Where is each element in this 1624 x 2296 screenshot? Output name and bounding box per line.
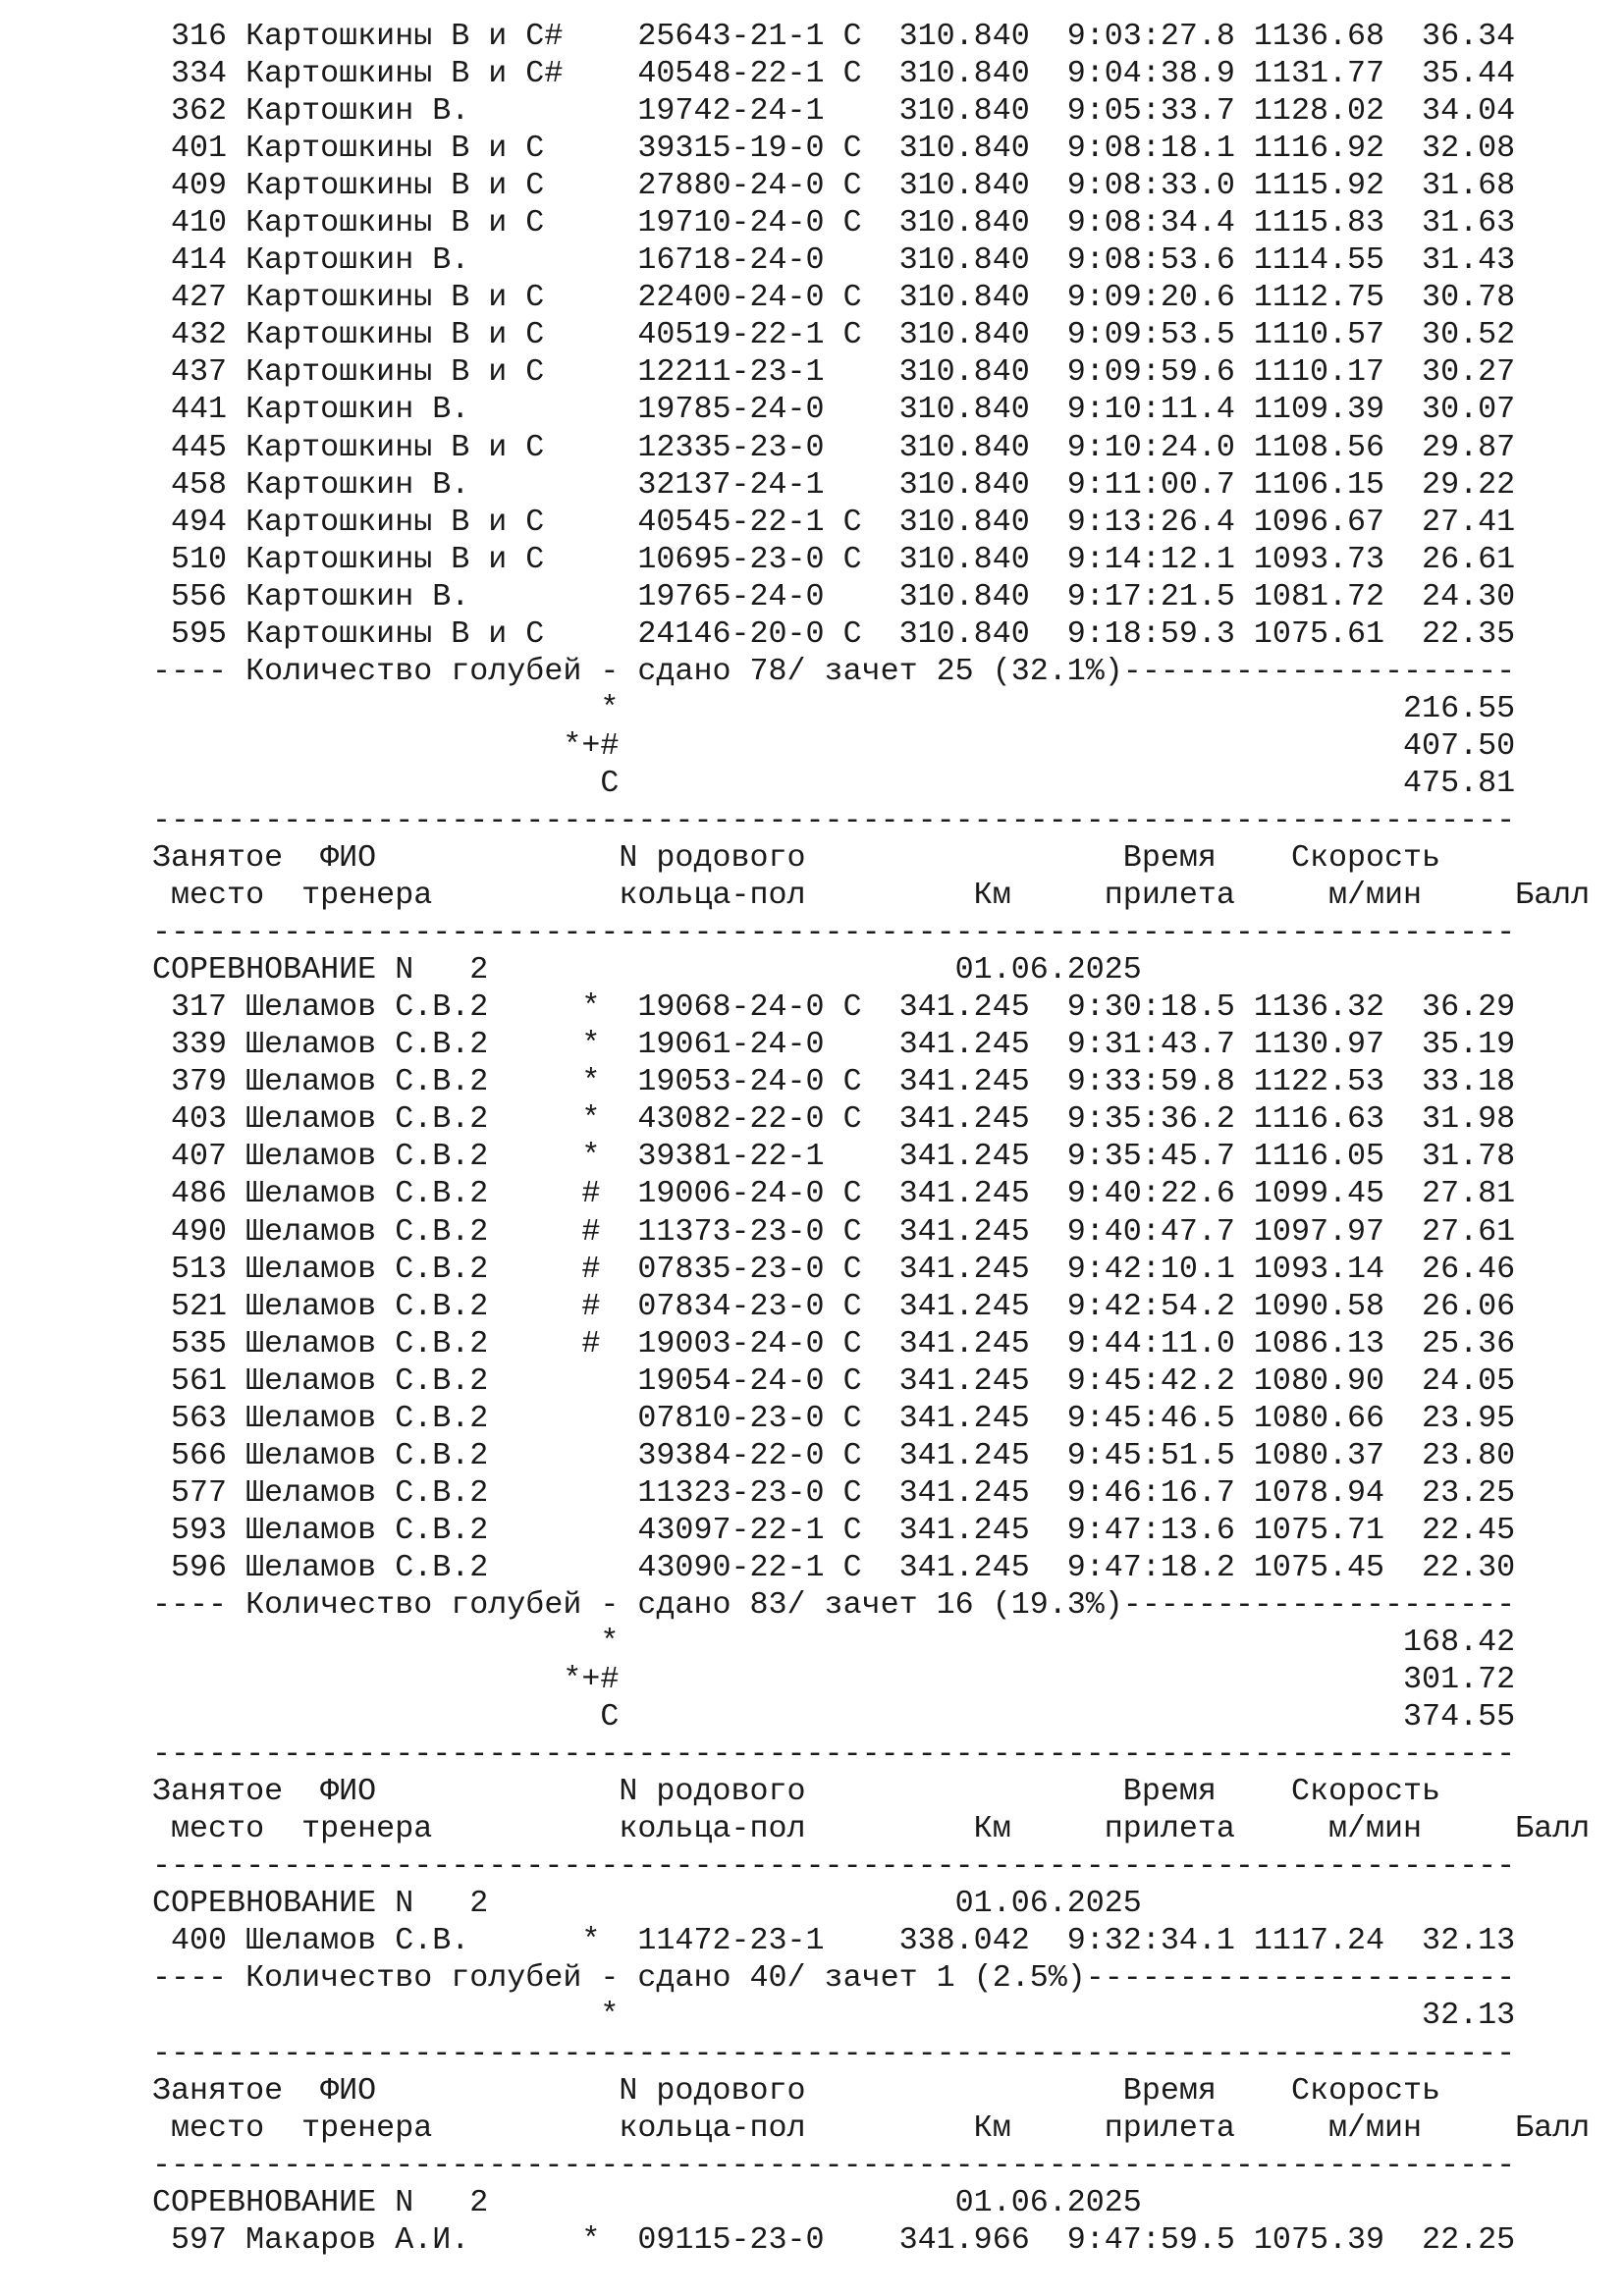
result-row: 563 Шеламов С.В.2 07810-23-0 С 341.245 9:45:46.5 1080.66 23.95 [152, 1400, 1516, 1436]
result-row: 458 Картошкин В. 32137-24-1 310.840 9:11:00.7 1106.15 29.22 [152, 466, 1516, 503]
result-row: 401 Картошкины В и С 39315-19-0 С 310.840 9:08:18.1 1116.92 32.08 [152, 131, 1516, 167]
separator-line: ------------------------------------------------------------------------- [152, 802, 1516, 838]
category-total: * 216.55 [152, 690, 1516, 726]
result-row: 490 Шеламов С.В.2 # 11373-23-0 С 341.245 9:40:47.7 1097.97 27.61 [152, 1213, 1516, 1250]
result-row: 597 Макаров А.И. * 09115-23-0 341.966 9:47:59.5 1075.39 22.25 [152, 2221, 1516, 2258]
category-total: *+# 301.72 [152, 1662, 1516, 1698]
result-row: 566 Шеламов С.В.2 39384-22-0 С 341.245 9:45:51.5 1080.37 23.80 [152, 1437, 1516, 1473]
result-row: 437 Картошкины В и С 12211-23-1 310.840 9:09:59.6 1110.17 30.27 [152, 354, 1516, 391]
column-header-line-2: место тренера кольца-пол Км прилета м/мин Балл [152, 2109, 1591, 2146]
separator-line: ------------------------------------------------------------------------- [152, 915, 1516, 951]
result-row: 410 Картошкины В и С 19710-24-0 С 310.840 9:08:34.4 1115.83 31.63 [152, 205, 1516, 241]
result-row: 427 Картошкины В и С 22400-24-0 С 310.840 9:09:20.6 1112.75 30.78 [152, 280, 1516, 316]
column-header-line-2: место тренера кольца-пол Км прилета м/мин Балл [152, 878, 1591, 914]
column-header-line-1: Занятое ФИО N родового Время Скорость [152, 1774, 1553, 1810]
result-row: 339 Шеламов С.В.2 * 19061-24-0 341.245 9:31:43.7 1130.97 35.19 [152, 1027, 1516, 1063]
result-row: 414 Картошкин В. 16718-24-0 310.840 9:08:53.6 1114.55 31.43 [152, 242, 1516, 279]
separator-line: ------------------------------------------------------------------------- [152, 1736, 1516, 1773]
separator-line: ------------------------------------------------------------------------- [152, 2147, 1516, 2183]
result-row: 561 Шеламов С.В.2 19054-24-0 С 341.245 9:45:42.2 1080.90 24.05 [152, 1362, 1516, 1399]
result-row: 510 Картошкины В и С 10695-23-0 С 310.840 9:14:12.1 1093.73 26.61 [152, 541, 1516, 577]
result-row: 486 Шеламов С.В.2 # 19006-24-0 С 341.245 9:40:22.6 1099.45 27.81 [152, 1176, 1516, 1212]
result-row: 596 Шеламов С.В.2 43090-22-1 С 341.245 9:47:18.2 1075.45 22.30 [152, 1549, 1516, 1585]
category-total: * 168.42 [152, 1625, 1516, 1661]
column-header-line-2: место тренера кольца-пол Км прилета м/мин Балл [152, 1811, 1591, 1847]
result-row: 535 Шеламов С.В.2 # 19003-24-0 С 341.245 9:44:11.0 1086.13 25.36 [152, 1325, 1516, 1362]
result-row: 409 Картошкины В и С 27880-24-0 С 310.840 9:08:33.0 1115.92 31.68 [152, 168, 1516, 204]
summary-line: ---- Количество голубей - сдано 78/ зачет 25 (32.1%)--------------------- [152, 653, 1516, 689]
separator-line: ------------------------------------------------------------------------- [152, 2035, 1516, 2071]
result-row: 595 Картошкины В и С 24146-20-0 С 310.840 9:18:59.3 1075.61 22.35 [152, 615, 1516, 652]
category-total: С 374.55 [152, 1699, 1516, 1735]
result-row: 432 Картошкины В и С 40519-22-1 С 310.840 9:09:53.5 1110.57 30.52 [152, 317, 1516, 353]
result-row: 317 Шеламов С.В.2 * 19068-24-0 С 341.245 9:30:18.5 1136.32 36.29 [152, 989, 1516, 1026]
column-header-line-1: Занятое ФИО N родового Время Скорость [152, 840, 1553, 877]
summary-line: ---- Количество голубей - сдано 40/ зачет 1 (2.5%)----------------------- [152, 1960, 1516, 1997]
result-row: 441 Картошкин В. 19785-24-0 310.840 9:10:11.4 1109.39 30.07 [152, 392, 1516, 428]
competition-title: СОРЕВНОВАНИЕ N 2 01.06.2025 [152, 1886, 1142, 1922]
category-total: С 475.81 [152, 765, 1516, 801]
result-row: 407 Шеламов С.В.2 * 39381-22-1 341.245 9:35:45.7 1116.05 31.78 [152, 1139, 1516, 1175]
column-header-line-1: Занятое ФИО N родового Время Скорость [152, 2072, 1553, 2109]
result-row: 521 Шеламов С.В.2 # 07834-23-0 С 341.245 9:42:54.2 1090.58 26.06 [152, 1288, 1516, 1324]
result-row: 445 Картошкины В и С 12335-23-0 310.840 9:10:24.0 1108.56 29.87 [152, 429, 1516, 465]
category-total: * 32.13 [152, 1998, 1516, 2034]
competition-title: СОРЕВНОВАНИЕ N 2 01.06.2025 [152, 952, 1142, 988]
result-row: 556 Картошкин В. 19765-24-0 310.840 9:17:21.5 1081.72 24.30 [152, 578, 1516, 614]
result-row: 577 Шеламов С.В.2 11323-23-0 С 341.245 9:46:16.7 1078.94 23.25 [152, 1474, 1516, 1511]
category-total: *+# 407.50 [152, 727, 1516, 764]
summary-line: ---- Количество голубей - сдано 83/ зачет 16 (19.3%)--------------------- [152, 1586, 1516, 1623]
result-row: 403 Шеламов С.В.2 * 43082-22-0 С 341.245 9:35:36.2 1116.63 31.98 [152, 1101, 1516, 1138]
separator-line: ------------------------------------------------------------------------- [152, 1848, 1516, 1885]
result-row: 494 Картошкины В и С 40545-22-1 С 310.840 9:13:26.4 1096.67 27.41 [152, 504, 1516, 540]
result-row: 400 Шеламов С.В. * 11472-23-1 338.042 9:32:34.1 1117.24 32.13 [152, 1923, 1516, 1959]
result-row: 334 Картошкины В и С# 40548-22-1 С 310.840 9:04:38.9 1131.77 35.44 [152, 56, 1516, 92]
competition-title: СОРЕВНОВАНИЕ N 2 01.06.2025 [152, 2184, 1142, 2220]
result-row: 362 Картошкин В. 19742-24-1 310.840 9:05:33.7 1128.02 34.04 [152, 93, 1516, 130]
result-row: 513 Шеламов С.В.2 # 07835-23-0 С 341.245 9:42:10.1 1093.14 26.46 [152, 1251, 1516, 1287]
result-row: 316 Картошкины В и С# 25643-21-1 С 310.840 9:03:27.8 1136.68 36.34 [152, 19, 1516, 54]
result-row: 379 Шеламов С.В.2 * 19053-24-0 С 341.245 9:33:59.8 1122.53 33.18 [152, 1064, 1516, 1100]
result-row: 593 Шеламов С.В.2 43097-22-1 С 341.245 9:47:13.6 1075.71 22.45 [152, 1512, 1516, 1548]
